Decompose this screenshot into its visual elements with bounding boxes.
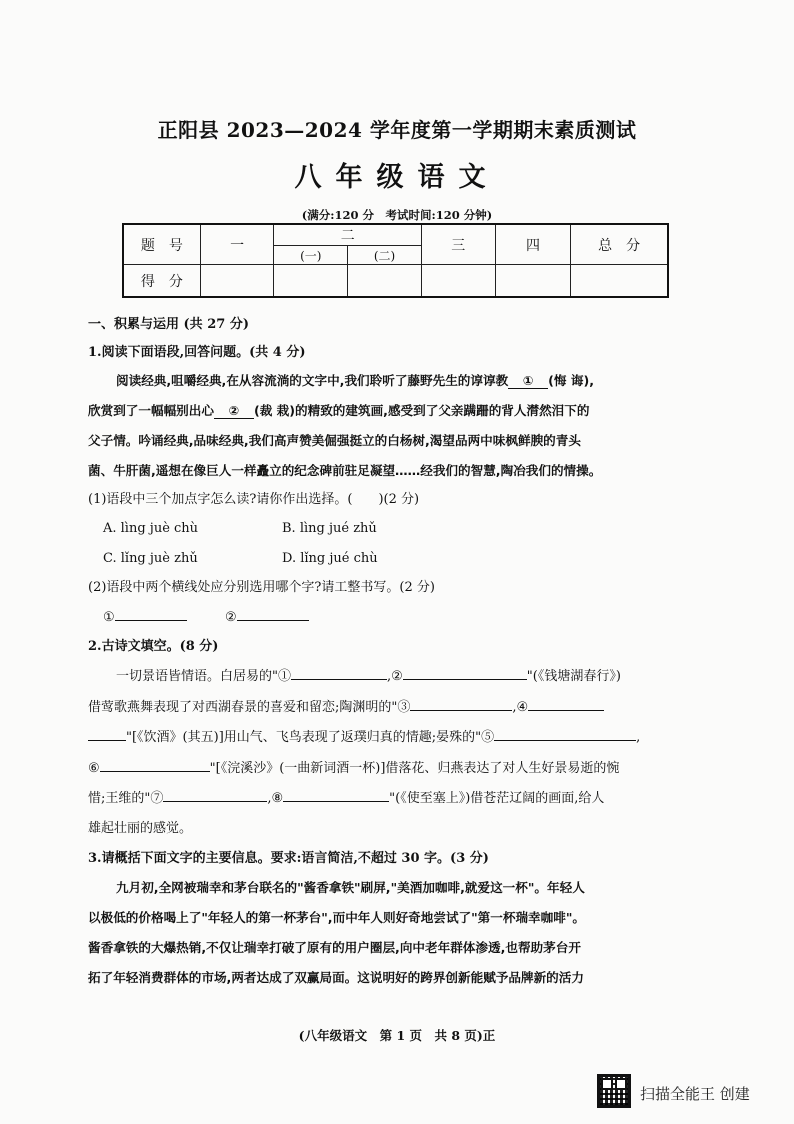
row-label-score: 得 分 <box>123 265 200 297</box>
score-cell-2a[interactable] <box>274 265 348 297</box>
q3-title: 3.请概括下面文字的主要信息。要求:语言简洁,不超过 30 字。(3 分) <box>88 851 489 866</box>
q2-line-5: 惜;王维的"⑦ ,⑧ "(《使至塞上》)借苍茫辽阔的画面,给人 <box>88 791 605 806</box>
subject-title: 八年级语文 <box>294 162 500 193</box>
score-cell-3[interactable] <box>421 265 495 297</box>
q2-title: 2.古诗文填空。(8 分) <box>88 639 219 654</box>
scanner-watermark: 扫描全能王 创建 <box>640 1085 750 1103</box>
poem-blank-1[interactable] <box>291 679 387 680</box>
score-cell-4[interactable] <box>495 265 571 297</box>
option-d[interactable]: D. lǐng jué chù <box>282 551 378 566</box>
q1-passage-line-1: 阅读经典,咀嚼经典,在从容流淌的文字中,我们聆听了藤野先生的谆谆教 ① (悔 诲), <box>116 373 595 388</box>
poem-blank-5[interactable] <box>494 740 636 741</box>
answer-field-2[interactable] <box>237 620 309 621</box>
col-2a: (一) <box>274 246 348 265</box>
col-total: 总 分 <box>571 224 668 265</box>
blank-2[interactable]: ② <box>214 405 254 419</box>
page-footer: (八年级语文 第 1 页 共 8 页)正 <box>298 1028 496 1043</box>
answer-field-1[interactable] <box>115 620 187 621</box>
q1-passage-line-4: 菌、牛肝菌,遥想在像巨人一样矗立的纪念碑前驻足凝望……经我们的智慧,陶冶我们的情操。 <box>88 463 602 478</box>
q2-line-3: "[《饮酒》(其五)]用山气、飞鸟表现了返璞归真的情趣;晏殊的"⑤ , <box>88 731 640 744</box>
option-c[interactable]: C. lǐng juè zhǔ <box>103 551 198 566</box>
q1-sub1: (1)语段中三个加点字怎么读?请你作出选择。( )(2 分) <box>88 492 420 507</box>
poem-blank-4b[interactable] <box>88 740 126 741</box>
q3-passage-line-3: 酱香拿铁的大爆热销,不仅让瑞幸打破了原有的用户圈层,向中老年群体渗透,也帮助茅台开 <box>88 940 581 955</box>
poem-blank-4a[interactable] <box>528 710 604 711</box>
exam-meta: (满分:120 分 考试时间:120 分钟) <box>301 208 493 222</box>
q3-passage-line-2: 以极低的价格喝上了"年轻人的第一杯茅台",而中年人则好奇地尝试了"第一杯瑞幸咖啡"。 <box>88 910 585 925</box>
score-cell-2b[interactable] <box>348 265 422 297</box>
section-heading: 一、积累与运用 (共 27 分) <box>88 317 249 332</box>
q1-passage-line-3: 父子情。吟诵经典,品味经典,我们高声赞美倔强挺立的白杨树,渴望品两中味枫鲜腴的青头 <box>88 433 581 448</box>
qr-code-icon <box>597 1074 631 1108</box>
q1-sub2: (2)语段中两个横线处应分别选用哪个字?请工整书写。(2 分) <box>88 580 435 595</box>
q2-line-4: ⑥ "[《浣溪沙》(一曲新词酒一杯)]借落花、归燕表达了对人生好景易逝的惋 <box>88 761 620 776</box>
option-a[interactable]: A. lìng juè chù <box>103 521 199 536</box>
col-3: 三 <box>421 224 495 265</box>
q3-passage-line-4: 拓了年轻消费群体的市场,两者达成了双赢局面。这说明好的跨界创新能赋予品牌新的活力 <box>88 970 584 985</box>
col-2: 二 <box>274 224 421 246</box>
q1-title: 1.阅读下面语段,回答问题。(共 4 分) <box>88 345 306 360</box>
exam-title: 正阳县 2023—2024 学年度第一学期期末素质测试 <box>157 118 637 142</box>
q2-line-2: 借莺歌燕舞表现了对西湖春景的喜爱和留恋;陶渊明的"③ ,④ <box>88 701 604 714</box>
poem-blank-8[interactable] <box>283 801 389 802</box>
poem-blank-2[interactable] <box>403 679 527 680</box>
score-cell-1[interactable] <box>200 265 274 297</box>
blank-1[interactable]: ① <box>508 375 548 389</box>
col-2b: (二) <box>348 246 422 265</box>
option-b[interactable]: B. lìng jué zhǔ <box>282 521 377 536</box>
q2-line-1: 一切景语皆情语。白居易的"① ,② "(《钱塘湖春行》) <box>116 669 621 684</box>
poem-blank-7[interactable] <box>163 801 267 802</box>
q1-answer-line: ① ② <box>103 611 309 624</box>
score-cell-total[interactable] <box>571 265 668 297</box>
q1-passage-line-2: 欣赏到了一幅幅别出心 ② (裁 栽)的精致的建筑画,感受到了父亲蹒跚的背人潸然泪下的 <box>88 403 590 418</box>
row-label-number: 题 号 <box>123 224 200 265</box>
q2-line-6: 雄起壮丽的感觉。 <box>88 821 193 836</box>
q3-passage-line-1: 九月初,全网被瑞幸和茅台联名的"酱香拿铁"刷屏,"美酒加咖啡,就爱这一杯"。年轻人 <box>116 880 585 895</box>
col-4: 四 <box>495 224 571 265</box>
poem-blank-6[interactable] <box>100 771 210 772</box>
score-table <box>122 223 669 298</box>
col-1: 一 <box>200 224 274 265</box>
poem-blank-3[interactable] <box>410 710 512 711</box>
